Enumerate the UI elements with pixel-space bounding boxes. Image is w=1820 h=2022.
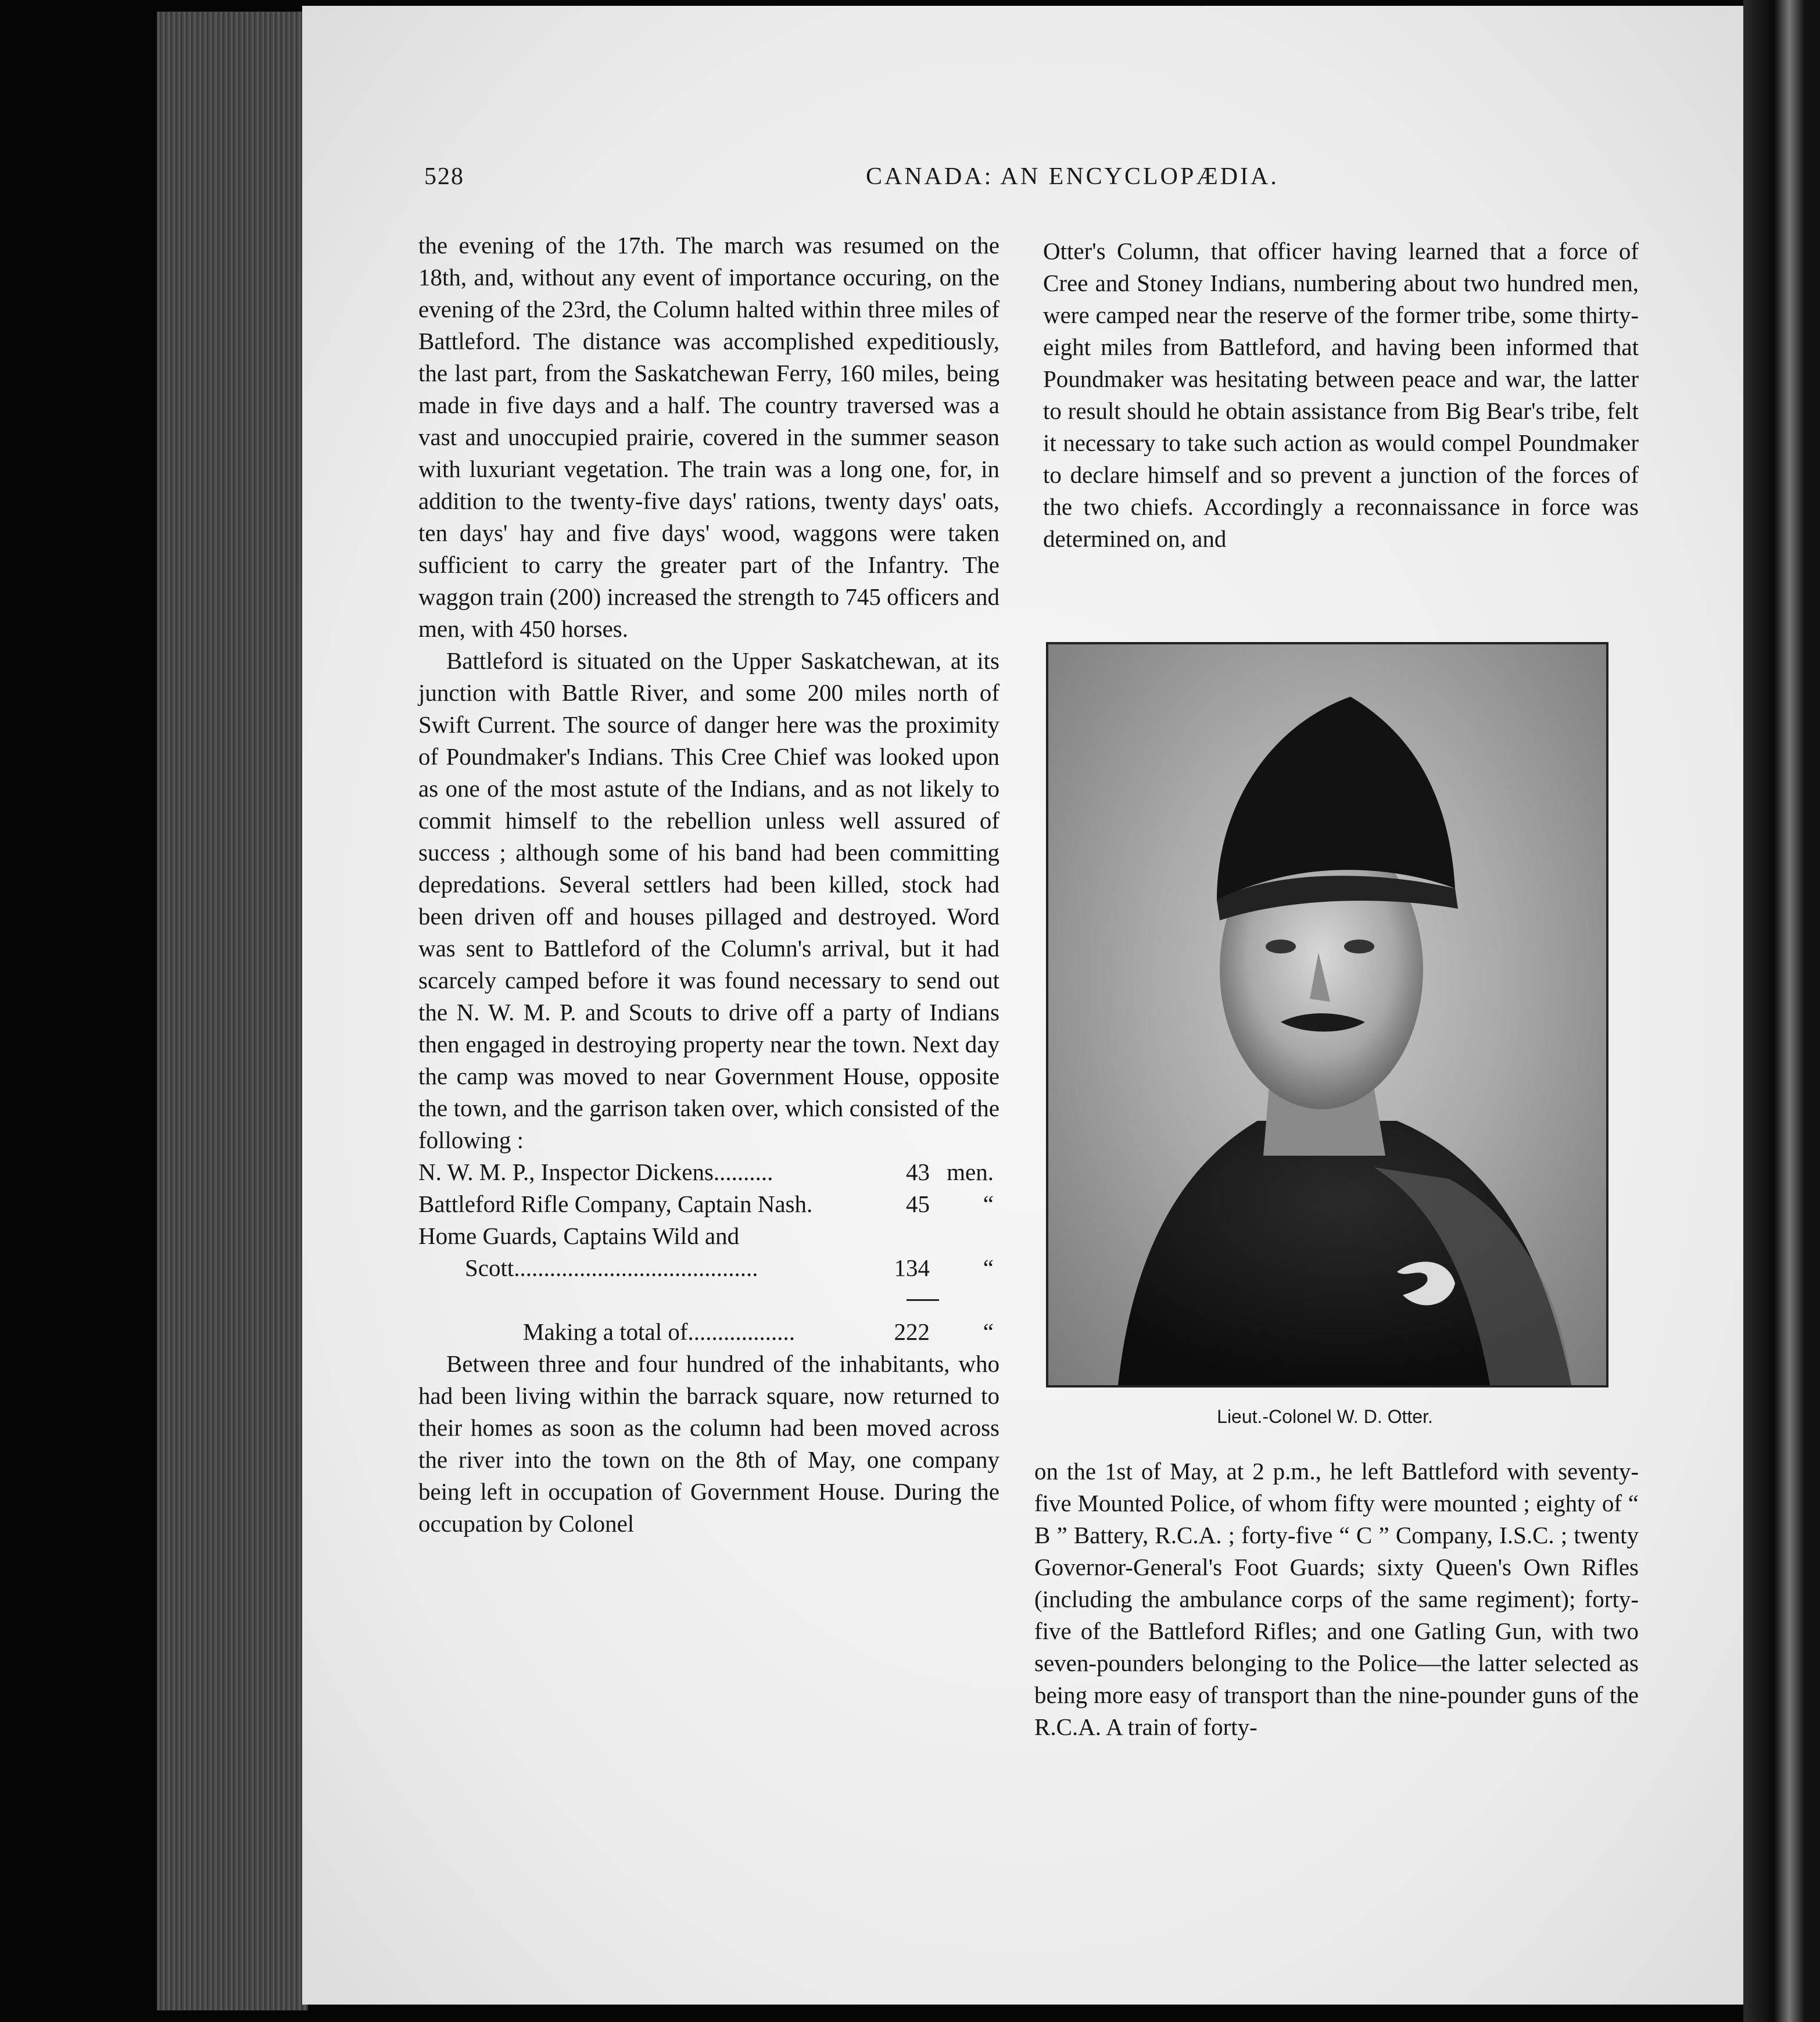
paragraph-battleford: Battleford is situated on the Upper Saskatchewan, at its junction with Battle River, and some 200 miles north of Swift Current. The source of danger here was the proximity of Poundmaker's Indians. This Cree Chief was looked upon as one of the most astute of the Indians, and as not likely to commit himself to the rebellion unless well assured of success ; although some of his band had been committing depredations. Several settlers had been killed, stock had been driven off and houses pillaged and destroyed. Word was sent to Battleford of the Column's arrival, but it had scarcely camped before it was found necessary to send out the N. W. M. P. and Scouts to drive off a party of Indians then engaged in destroying property near the town. Next day the camp was moved to near Government House, opposite the town, and the garrison taken over, which consisted of the following : — [418, 647, 999, 1153]
garrison-unit-name: Battleford Rifle Company, Captain Nash. — [418, 1191, 813, 1217]
garrison-count: 134 — [894, 1254, 930, 1281]
garrison-total-unit: “ — [983, 1318, 994, 1345]
figure-caption: Lieut.-Colonel W. D. Otter. — [1217, 1406, 1433, 1427]
right-column-top — [1043, 235, 1639, 555]
garrison-count — [877, 1220, 930, 1252]
garrison-unit-label: “ — [983, 1254, 994, 1281]
garrison-count: 45 — [906, 1191, 930, 1217]
book-page — [302, 6, 1743, 2005]
garrison-row — [418, 1188, 999, 1220]
garrison-list — [418, 1156, 999, 1348]
right-column-bottom — [1034, 1455, 1639, 1743]
garrison-row — [418, 1156, 999, 1188]
garrison-unit-label — [930, 1220, 999, 1252]
left-column — [418, 230, 999, 1540]
portrait-illustration — [1048, 644, 1606, 1385]
book-spine-edge — [1743, 0, 1820, 2022]
garrison-unit-name: N. W. M. P., Inspector Dickens.......... — [418, 1159, 773, 1185]
paragraph-reconnaissance: on the 1st of May, at 2 p.m., he left Battleford with seventy-five Mounted Police, of whom fifty were mounted ; eighty of “ B ” Battery, R.C.A. ; forty-five “ C ” Company, I.S.C. ; twenty Governor-General's Foot Guards; sixty Queen's Own Rifles (including the ambulance corps of the same regiment); forty-five of the Battleford Rifles; and one Gatling Gun, with two seven-pounders belonging to the Police—the latter selected as being more easy of transport than the nine-pounder guns of the R.C.A. A train of forty- — [1034, 1458, 1639, 1740]
page-header — [424, 163, 1581, 203]
garrison-unit-name: Home Guards, Captains Wild and — [418, 1222, 740, 1249]
garrison-total-label: Making a total of.................. — [523, 1318, 796, 1345]
garrison-total-count: 222 — [894, 1318, 930, 1345]
garrison-total-row — [418, 1316, 999, 1348]
paragraph-march: the evening of the 17th. The march was resumed on the 18th, and, without any event of importance occuring, on the evening of the 23rd, the Column halted within three miles of Battleford. The distance was accomplished expeditiously, the last part, from the Saskatchewan Ferry, 160 miles, being made in five days and a half. The country traversed was a vast and unoccupied prairie, covered in the summer season with luxuriant vegetation. The train was a long one, for, in addition to the twenty-five days' rations, twenty days' oats, ten days' hay and five days' wood, waggons were taken sufficient to carry the greater part of the Infantry. The waggon train (200) increased the strength to 745 officers and men, with 450 horses. — [418, 232, 1000, 642]
garrison-unit-label: men. — [947, 1159, 994, 1185]
sum-rule — [418, 1284, 999, 1316]
page-number: 528 — [424, 163, 464, 190]
portrait-photo — [1046, 642, 1608, 1388]
garrison-unit-name: Scott......................................... — [465, 1254, 758, 1281]
garrison-row — [418, 1220, 999, 1252]
paragraph-otter-column: Otter's Column, that officer having learned that a force of Cree and Stoney Indians, numbering about two hundred men, were camped near the reserve of the former tribe, some thirty-eight miles from Battleford, and having been informed that Poundmaker was hesitating between peace and war, the latter to result should he obtain assistance from Big Bear's tribe, felt it necessary to take such action as would compel Poundmaker to declare himself and so prevent a junction of the forces of the two chiefs. Accordingly a reconnaissance in force was determined on, and — [1043, 238, 1639, 552]
garrison-row — [418, 1252, 999, 1284]
book-page-edges — [157, 12, 308, 2010]
running-title: CANADA: AN ENCYCLOPÆDIA. — [866, 163, 1279, 190]
paragraph-inhabitants: Between three and four hundred of the inhabitants, who had been living within the barrack square, now returned to their homes as soon as the column had been moved across the river into the town on the 8th of May, one company being left in occupation of Government House. During the occupation by Colonel — [418, 1350, 999, 1537]
garrison-count: 43 — [906, 1159, 930, 1185]
garrison-unit-label: “ — [983, 1191, 994, 1217]
